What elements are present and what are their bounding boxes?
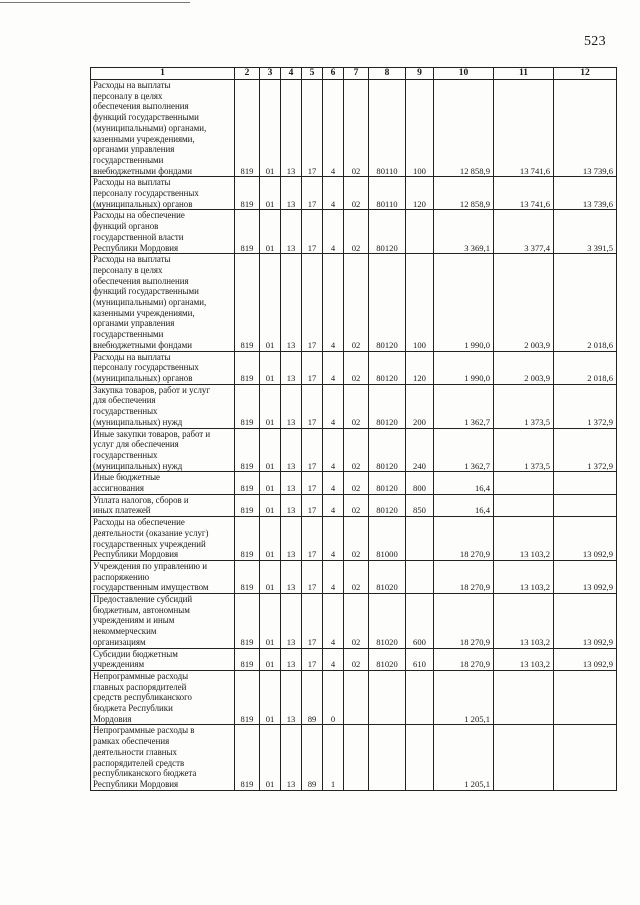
table-row [91, 177, 617, 210]
cell-col-9: 240 [406, 428, 434, 472]
cell-col-6: 4 [323, 428, 344, 472]
cell-col-10: 18 270,9 [434, 648, 494, 670]
cell-col-11 [494, 670, 554, 725]
cell-col-6: 4 [323, 494, 344, 516]
cell-col-5: 17 [302, 472, 323, 494]
table-row [91, 210, 617, 254]
cell-col-5: 17 [302, 648, 323, 670]
cell-col-8 [369, 670, 406, 725]
cell-col-11: 13 741,6 [494, 177, 554, 210]
cell-col-3: 01 [260, 560, 281, 593]
table-row [91, 351, 617, 384]
cell-col-12: 3 391,5 [554, 210, 617, 254]
cell-col-4: 13 [281, 648, 302, 670]
cell-col-4: 13 [281, 351, 302, 384]
cell-col-2: 819 [235, 254, 260, 351]
cell-col-8: 80110 [369, 177, 406, 210]
cell-col-6: 4 [323, 594, 344, 649]
cell-col-4: 13 [281, 594, 302, 649]
cell-col-12: 13 092,9 [554, 517, 617, 561]
cell-col-9 [406, 210, 434, 254]
page-number: 523 [584, 34, 606, 49]
cell-col-10: 18 270,9 [434, 560, 494, 593]
column-header: 5 [302, 68, 323, 80]
cell-col-7: 02 [344, 648, 369, 670]
cell-col-8: 81020 [369, 560, 406, 593]
cell-col-7: 02 [344, 560, 369, 593]
cell-col-2: 819 [235, 210, 260, 254]
row-description: Учреждения по управлению и распоряжению государственным имуществом [91, 560, 235, 593]
cell-col-8: 80110 [369, 80, 406, 177]
cell-col-10: 1 990,0 [434, 254, 494, 351]
cell-col-2: 819 [235, 670, 260, 725]
cell-col-7: 02 [344, 177, 369, 210]
table-row [91, 254, 617, 351]
cell-col-12: 1 372,9 [554, 384, 617, 428]
table-row [91, 428, 617, 472]
row-description: Непрограммные расходы в рамках обеспечения деятельности главных распорядителей средств республиканского бюджета Республики Мордовия [91, 725, 235, 790]
cell-col-5: 17 [302, 517, 323, 561]
cell-col-11: 1 373,5 [494, 384, 554, 428]
row-description: Непрограммные расходы главных распорядителей средств республиканского бюджета Республики Мордовия [91, 670, 235, 725]
cell-col-3: 01 [260, 210, 281, 254]
cell-col-12 [554, 472, 617, 494]
cell-col-9: 120 [406, 351, 434, 384]
cell-col-5: 17 [302, 560, 323, 593]
cell-col-8: 80120 [369, 428, 406, 472]
cell-col-7: 02 [344, 210, 369, 254]
cell-col-9: 600 [406, 594, 434, 649]
cell-col-2: 819 [235, 80, 260, 177]
cell-col-11: 13 103,2 [494, 648, 554, 670]
table-row [91, 725, 617, 790]
cell-col-10: 3 369,1 [434, 210, 494, 254]
cell-col-12 [554, 725, 617, 790]
cell-col-3: 01 [260, 517, 281, 561]
column-header: 10 [434, 68, 494, 80]
cell-col-5: 17 [302, 210, 323, 254]
cell-col-4: 13 [281, 472, 302, 494]
table-row [91, 494, 617, 516]
column-header: 7 [344, 68, 369, 80]
cell-col-12 [554, 670, 617, 725]
header-row [91, 68, 617, 80]
cell-col-9 [406, 725, 434, 790]
top-rule [0, 2, 190, 3]
cell-col-8: 80120 [369, 494, 406, 516]
cell-col-11: 1 373,5 [494, 428, 554, 472]
table-row [91, 384, 617, 428]
cell-col-9: 100 [406, 80, 434, 177]
cell-col-12 [554, 494, 617, 516]
cell-col-11: 13 103,2 [494, 560, 554, 593]
cell-col-10: 1 990,0 [434, 351, 494, 384]
cell-col-10: 1 362,7 [434, 428, 494, 472]
cell-col-9: 200 [406, 384, 434, 428]
cell-col-8 [369, 725, 406, 790]
cell-col-3: 01 [260, 725, 281, 790]
cell-col-6: 4 [323, 560, 344, 593]
cell-col-6: 4 [323, 648, 344, 670]
cell-col-4: 13 [281, 428, 302, 472]
row-description: Расходы на выплаты персоналу в целях обеспечения выполнения функций государственными (муниципальными) органами, казенными учреждениями, органами управления государственными внебюджетными фондами [91, 254, 235, 351]
cell-col-7: 02 [344, 472, 369, 494]
cell-col-3: 01 [260, 177, 281, 210]
cell-col-6: 4 [323, 472, 344, 494]
cell-col-5: 17 [302, 594, 323, 649]
cell-col-8: 80120 [369, 472, 406, 494]
cell-col-11 [494, 472, 554, 494]
cell-col-8: 80120 [369, 254, 406, 351]
cell-col-3: 01 [260, 472, 281, 494]
row-description: Расходы на обеспечение деятельности (оказание услуг) государственных учреждений Республики Мордовия [91, 517, 235, 561]
cell-col-7: 02 [344, 384, 369, 428]
cell-col-10: 1 205,1 [434, 725, 494, 790]
cell-col-6: 0 [323, 670, 344, 725]
column-header: 1 [91, 68, 235, 80]
cell-col-2: 819 [235, 725, 260, 790]
cell-col-9 [406, 670, 434, 725]
cell-col-12: 13 739,6 [554, 80, 617, 177]
table-row [91, 472, 617, 494]
cell-col-2: 819 [235, 384, 260, 428]
cell-col-8: 81020 [369, 594, 406, 649]
cell-col-7: 02 [344, 494, 369, 516]
cell-col-12: 13 092,9 [554, 560, 617, 593]
cell-col-11: 2 003,9 [494, 254, 554, 351]
cell-col-5: 17 [302, 494, 323, 516]
cell-col-9: 800 [406, 472, 434, 494]
cell-col-4: 13 [281, 725, 302, 790]
cell-col-10: 16,4 [434, 494, 494, 516]
cell-col-7: 02 [344, 428, 369, 472]
cell-col-6: 1 [323, 725, 344, 790]
cell-col-2: 819 [235, 177, 260, 210]
cell-col-9: 610 [406, 648, 434, 670]
cell-col-10: 16,4 [434, 472, 494, 494]
cell-col-10: 1 362,7 [434, 384, 494, 428]
row-description: Субсидии бюджетным учреждениям [91, 648, 235, 670]
cell-col-10: 1 205,1 [434, 670, 494, 725]
cell-col-3: 01 [260, 254, 281, 351]
cell-col-12: 2 018,6 [554, 254, 617, 351]
cell-col-3: 01 [260, 670, 281, 725]
cell-col-10: 18 270,9 [434, 517, 494, 561]
cell-col-2: 819 [235, 351, 260, 384]
cell-col-12: 13 092,9 [554, 594, 617, 649]
cell-col-4: 13 [281, 494, 302, 516]
row-description: Предоставление субсидий бюджетным, автономным учреждениям и иным некоммерческим организациям [91, 594, 235, 649]
cell-col-12: 13 092,9 [554, 648, 617, 670]
column-header: 4 [281, 68, 302, 80]
cell-col-4: 13 [281, 517, 302, 561]
cell-col-9: 850 [406, 494, 434, 516]
cell-col-9 [406, 517, 434, 561]
cell-col-12: 2 018,6 [554, 351, 617, 384]
cell-col-7 [344, 725, 369, 790]
cell-col-3: 01 [260, 351, 281, 384]
cell-col-7: 02 [344, 254, 369, 351]
cell-col-11 [494, 494, 554, 516]
cell-col-5: 17 [302, 80, 323, 177]
cell-col-6: 4 [323, 517, 344, 561]
cell-col-12: 13 739,6 [554, 177, 617, 210]
cell-col-11: 13 741,6 [494, 80, 554, 177]
cell-col-8: 80120 [369, 351, 406, 384]
cell-col-4: 13 [281, 254, 302, 351]
cell-col-2: 819 [235, 517, 260, 561]
cell-col-9 [406, 560, 434, 593]
cell-col-7: 02 [344, 517, 369, 561]
cell-col-5: 89 [302, 725, 323, 790]
row-description: Расходы на обеспечение функций органов государственной власти Республики Мордовия [91, 210, 235, 254]
cell-col-7: 02 [344, 351, 369, 384]
cell-col-7 [344, 670, 369, 725]
cell-col-8: 81020 [369, 648, 406, 670]
cell-col-5: 17 [302, 254, 323, 351]
cell-col-9: 120 [406, 177, 434, 210]
cell-col-6: 4 [323, 351, 344, 384]
cell-col-4: 13 [281, 670, 302, 725]
cell-col-6: 4 [323, 254, 344, 351]
table-row [91, 594, 617, 649]
table-row [91, 560, 617, 593]
cell-col-7: 02 [344, 80, 369, 177]
cell-col-10: 18 270,9 [434, 594, 494, 649]
row-description: Расходы на выплаты персоналу государственных (муниципальных) органов [91, 351, 235, 384]
cell-col-5: 17 [302, 384, 323, 428]
table-row [91, 80, 617, 177]
cell-col-10: 12 858,9 [434, 177, 494, 210]
row-description: Расходы на выплаты персоналу государственных (муниципальных) органов [91, 177, 235, 210]
column-header: 2 [235, 68, 260, 80]
cell-col-5: 17 [302, 177, 323, 210]
cell-col-2: 819 [235, 560, 260, 593]
column-header: 11 [494, 68, 554, 80]
row-description: Иные бюджетные ассигнования [91, 472, 235, 494]
cell-col-4: 13 [281, 80, 302, 177]
cell-col-6: 4 [323, 80, 344, 177]
cell-col-12: 1 372,9 [554, 428, 617, 472]
column-header: 6 [323, 68, 344, 80]
cell-col-6: 4 [323, 210, 344, 254]
cell-col-3: 01 [260, 494, 281, 516]
cell-col-8: 80120 [369, 210, 406, 254]
cell-col-3: 01 [260, 384, 281, 428]
row-description: Иные закупки товаров, работ и услуг для обеспечения государственных (муниципальных) нужд [91, 428, 235, 472]
table-row [91, 648, 617, 670]
cell-col-10: 12 858,9 [434, 80, 494, 177]
row-description: Уплата налогов, сборов и иных платежей [91, 494, 235, 516]
cell-col-5: 17 [302, 428, 323, 472]
cell-col-11 [494, 725, 554, 790]
cell-col-9: 100 [406, 254, 434, 351]
cell-col-2: 819 [235, 494, 260, 516]
cell-col-2: 819 [235, 594, 260, 649]
column-header: 3 [260, 68, 281, 80]
cell-col-3: 01 [260, 428, 281, 472]
cell-col-11: 13 103,2 [494, 594, 554, 649]
row-description: Закупка товаров, работ и услуг для обеспечения государственных (муниципальных) нужд [91, 384, 235, 428]
cell-col-11: 2 003,9 [494, 351, 554, 384]
cell-col-5: 17 [302, 351, 323, 384]
cell-col-4: 13 [281, 560, 302, 593]
table-row [91, 517, 617, 561]
cell-col-4: 13 [281, 384, 302, 428]
cell-col-6: 4 [323, 177, 344, 210]
cell-col-7: 02 [344, 594, 369, 649]
cell-col-4: 13 [281, 210, 302, 254]
column-header: 9 [406, 68, 434, 80]
cell-col-3: 01 [260, 80, 281, 177]
table-row [91, 670, 617, 725]
cell-col-4: 13 [281, 177, 302, 210]
cell-col-6: 4 [323, 384, 344, 428]
cell-col-8: 81000 [369, 517, 406, 561]
cell-col-11: 3 377,4 [494, 210, 554, 254]
budget-table [90, 67, 617, 791]
row-description: Расходы на выплаты персоналу в целях обеспечения выполнения функций государственными (муниципальными) органами, казенными учреждениями, органами управления государственными внебюджетными фондами [91, 80, 235, 177]
cell-col-8: 80120 [369, 384, 406, 428]
cell-col-5: 89 [302, 670, 323, 725]
cell-col-3: 01 [260, 648, 281, 670]
cell-col-2: 819 [235, 648, 260, 670]
cell-col-3: 01 [260, 594, 281, 649]
cell-col-11: 13 103,2 [494, 517, 554, 561]
column-header: 12 [554, 68, 617, 80]
column-header: 8 [369, 68, 406, 80]
cell-col-2: 819 [235, 428, 260, 472]
cell-col-2: 819 [235, 472, 260, 494]
